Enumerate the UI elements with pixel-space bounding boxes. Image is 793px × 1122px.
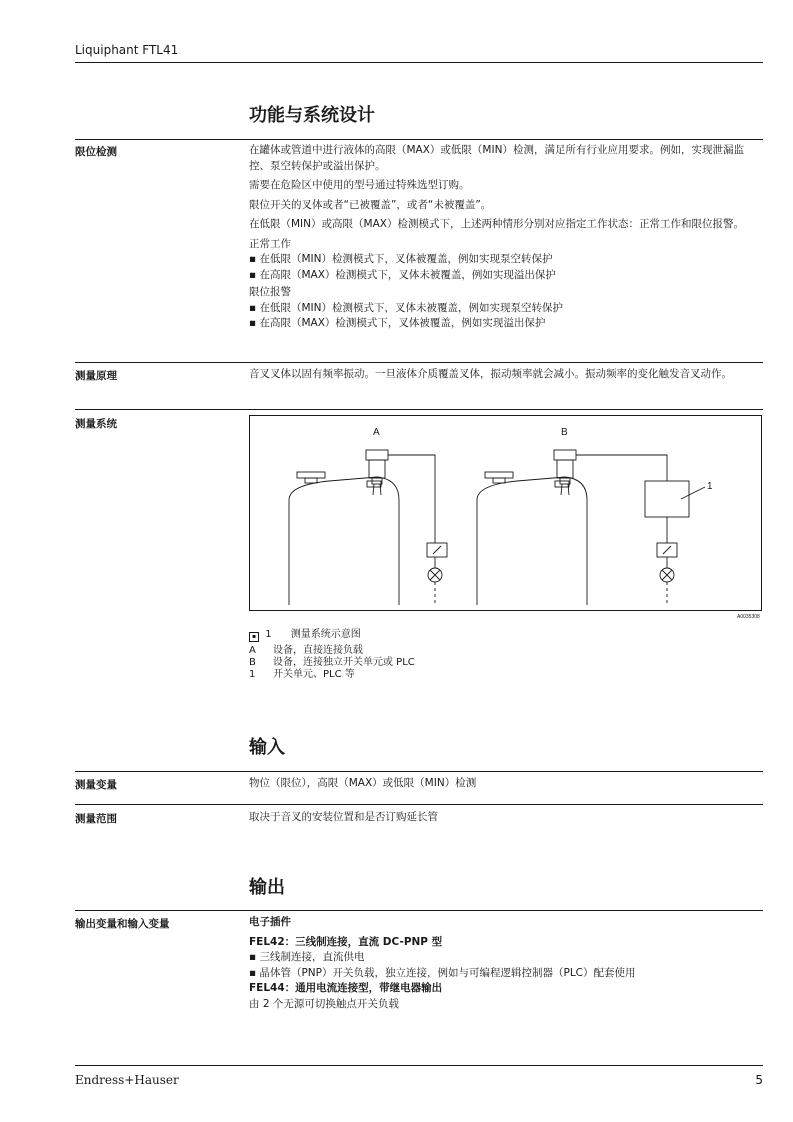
measured-variable-text: 物位（限位），高限（MAX）或低限（MIN）检测 — [249, 777, 477, 789]
list-item: ▪ 在高限（MAX）检测模式下，叉体未被覆盖，例如实现溢出保护 — [249, 268, 761, 284]
list-item: ▪ 晶体管（PNP）开关负载，独立连接，例如与可编程逻辑控制器（PLC）配套使用 — [249, 966, 761, 982]
figure-icon: ▪ — [249, 632, 259, 642]
electronics-heading: 电子插件 — [249, 916, 291, 928]
label-measured-variable: 测量变量 — [75, 779, 117, 791]
header-rule — [75, 62, 763, 63]
divider — [75, 771, 763, 772]
label-limit-detection: 限位检测 — [75, 146, 117, 158]
figure-caption — [249, 625, 361, 642]
divider — [75, 362, 763, 363]
label-system: 测量系统 — [75, 418, 117, 430]
measuring-system-diagram — [249, 415, 763, 621]
list-item: ▪ 在高限（MAX）检测模式下，叉体被覆盖，例如实现溢出保护 — [249, 316, 761, 332]
figure-number: 1 — [265, 629, 272, 640]
output-input-text — [249, 915, 761, 1012]
diagram-code: A0035308 — [737, 614, 760, 620]
legend-item: 1 开关单元、PLC 等 — [249, 669, 355, 680]
alarm-title: 限位报警 — [249, 286, 291, 298]
footer-rule — [75, 1065, 763, 1066]
fel44-title: FEL44：通用电流连接型，带继电器输出 — [249, 982, 443, 994]
list-item: ▪ 在低限（MIN）检测模式下，叉体未被覆盖，例如实现泵空转保护 — [249, 301, 761, 317]
label-principle: 测量原理 — [75, 370, 117, 382]
principle-text: 音叉叉体以固有频率振动。一旦液体介质覆盖叉体，振动频率就会减小。振动频率的变化触发音叉动作。 — [249, 368, 732, 380]
divider — [75, 804, 763, 805]
divider — [75, 910, 763, 911]
measuring-range-text: 取决于音叉的安装位置和是否订购延长管 — [249, 811, 438, 823]
diagram-label-1: 1 — [707, 481, 713, 492]
figure-caption-text: 测量系统示意图 — [290, 629, 361, 640]
diagram-label-a: A — [373, 427, 380, 438]
fel44-text: 由 2 个无源可切换触点开关负载 — [249, 997, 399, 1010]
paragraph: 需要在危险区中使用的型号通过特殊选型订购。 — [249, 179, 470, 191]
header-product: Liquiphant FTL41 — [75, 43, 179, 57]
label-output-input: 输出变量和输入变量 — [75, 918, 170, 930]
list-item: ▪ 在低限（MIN）检测模式下，叉体被覆盖，例如实现泵空转保护 — [249, 252, 761, 268]
paragraph: 在罐体或管道中进行液体的高限（MAX）或低限（MIN）检测，满足所有行业应用要求。例如，实现泄漏监控、泵空转保护或溢出保护。 — [249, 144, 744, 172]
legend-item: A 设备，直接连接负载 — [249, 645, 363, 656]
section-title-input: 输入 — [249, 737, 285, 758]
paragraph: 限位开关的叉体或者“已被覆盖”，或者“未被覆盖”。 — [249, 198, 492, 211]
divider — [75, 139, 763, 140]
label-measuring-range: 测量范围 — [75, 813, 117, 825]
section-title-function: 功能与系统设计 — [249, 105, 375, 126]
divider — [75, 409, 763, 410]
list-item: ▪ 三线制连接，直流供电 — [249, 950, 761, 966]
limit-detection-text — [249, 143, 761, 332]
footer-brand: Endress+Hauser — [75, 1073, 179, 1087]
section-title-output: 输出 — [249, 877, 285, 898]
page-number: 5 — [755, 1073, 763, 1087]
normal-title: 正常工作 — [249, 237, 291, 250]
diagram-label-b: B — [561, 427, 568, 438]
figure-legend — [249, 643, 415, 682]
paragraph: 在低限（MIN）或高限（MAX）检测模式下，上述两种情形分别对应指定工作状态：正常工作和限位报警。 — [249, 218, 744, 230]
fel42-title: FEL42：三线制连接，直流 DC-PNP 型 — [249, 935, 443, 948]
legend-item: B 设备，连接独立开关单元或 PLC — [249, 657, 415, 668]
